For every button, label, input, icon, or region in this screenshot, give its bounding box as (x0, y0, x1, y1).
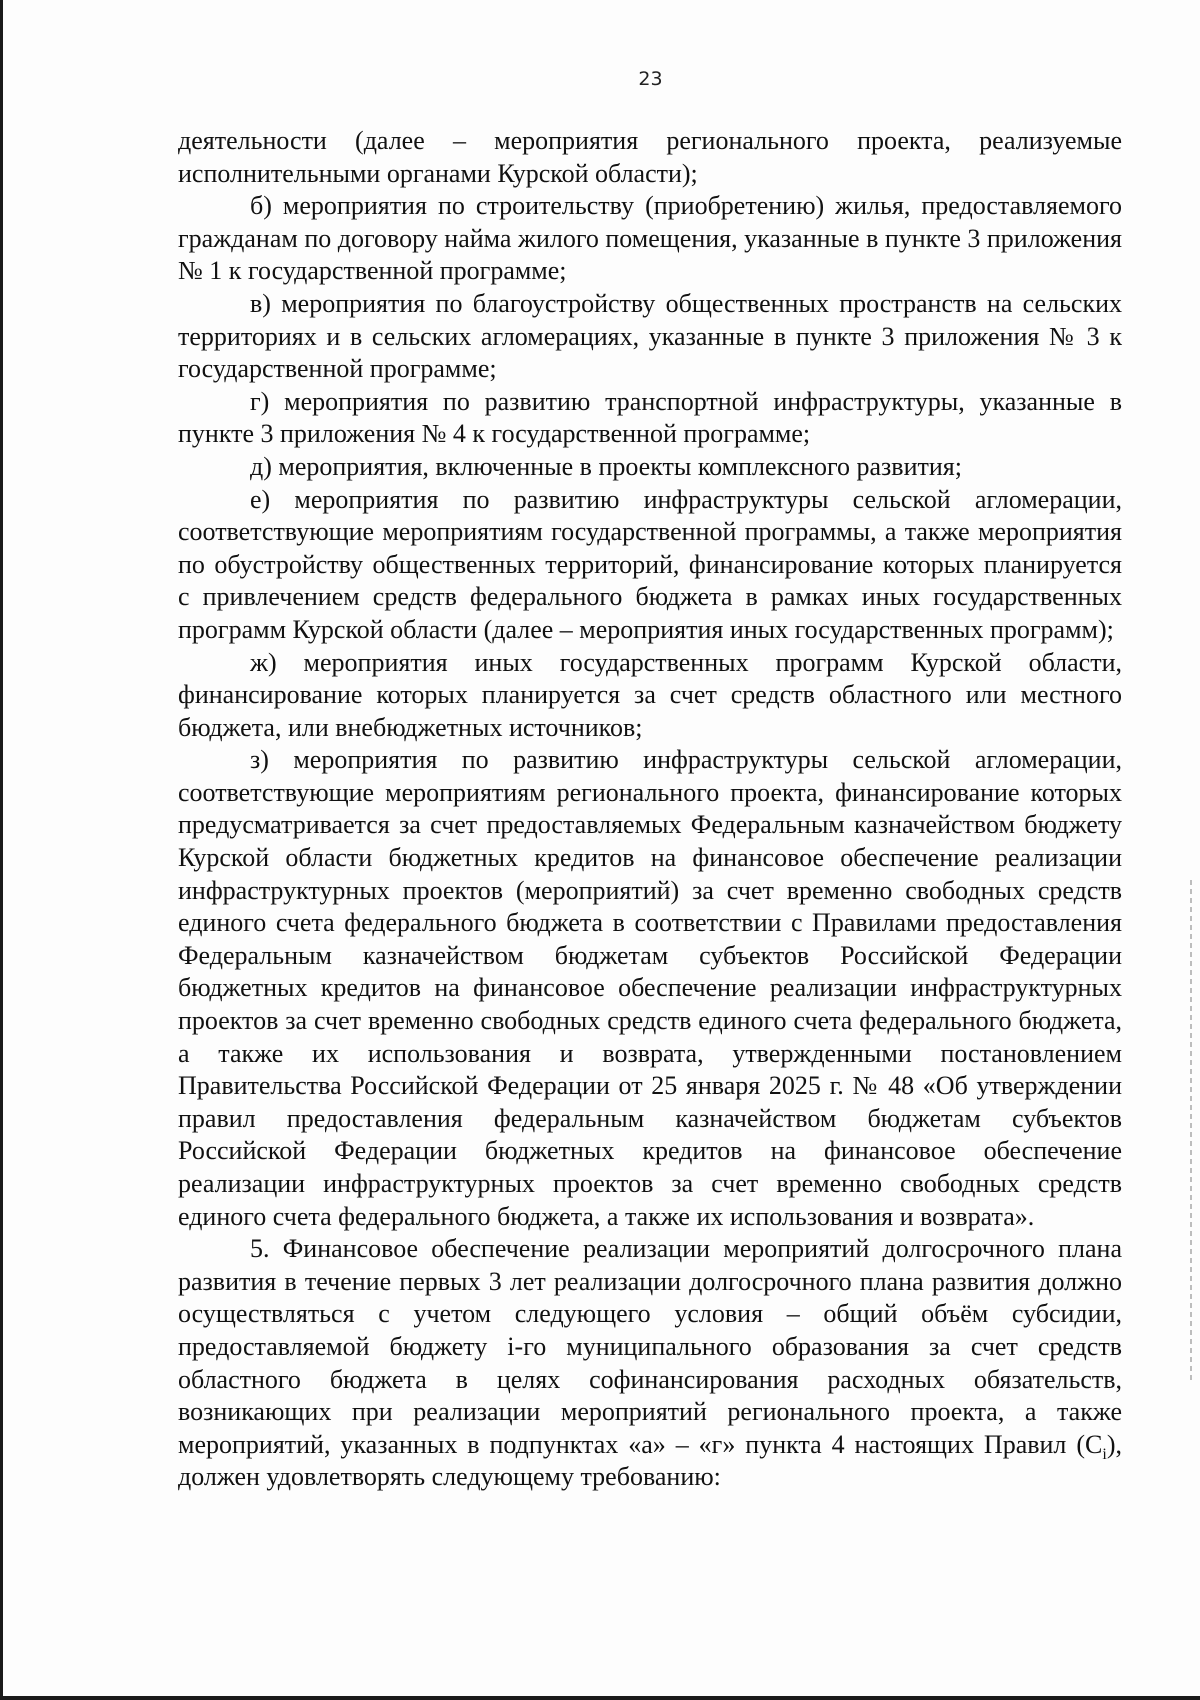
paragraph-item-e: е) мероприятия по развитию инфраструктуры сельской агломерации, соответствующие мероприятиям государственной программы, а также мероприятия по обустройству общественных территорий, финансирование которых планируется с привлечением средств федерального бюджета в рамках иных государственных программ Курской области (далее – мероприятия иных государственных программ); (178, 484, 1122, 644)
page-number: 23 (638, 68, 663, 90)
paragraph-item-d: д) мероприятия, включенные в проекты комплексного развития; (250, 451, 962, 481)
paragraph-section-5-text: 5. Финансовое обеспечение реализации мероприятий долгосрочного плана развития в течение первых 3 лет реализации долгосрочного плана развития должно осуществляться с учетом следующего условия – общий объём субсидии, предоставляемой бюджету i-го муниципального образования за счет средств областного бюджета в целях софинансирования расходных обязательств, возникающих при реализации мероприятий регионального проекта, а также мероприятий, указанных в подпунктах «а» – «г» пункта 4 настоящих Правил (C (178, 1234, 1122, 1459)
paragraph-item-z: з) мероприятия по развитию инфраструктуры сельской агломерации, соответствующие мероприятиям регионального проекта, финансирование которых предусматривается за счет предоставляемых Федеральным казначейством бюджету Курской области бюджетных кредитов на финансовое обеспечение реализации инфраструктурных проектов (мероприятий) за счет временно свободных средств единого счета федерального бюджета в соответствии с Правилами предоставления Федеральным казначейством бюджетам субъектов Российской Федерации бюджетных кредитов на финансовое обеспечение реализации инфраструктурных проектов за счет временно свободных средств единого счета федерального бюджета, а также их использования и возврата, утвержденными постановлением Правительства Российской Федерации от 25 января 2025 г. № 48 «Об утверждении правил предоставления федеральным казначейством бюджетам субъектов Российской Федерации бюджетных кредитов на финансовое обеспечение реализации инфраструктурных проектов за счет временно свободных средств единого счета федерального бюджета, а также их использования и возврата». (178, 745, 1122, 1231)
paragraph-section-5 (178, 1233, 1122, 1494)
subscript-i: i (1102, 1445, 1107, 1463)
paragraph-item-v: в) мероприятия по благоустройству общественных пространств на сельских территориях и в сельских агломерациях, указанные в пункте 3 приложения № 3 к государственной программе; (178, 288, 1122, 384)
paragraph-section-5-tail: ), должен удовлетворять следующему требованию: (178, 1429, 1122, 1492)
document-body (178, 125, 1122, 1494)
scan-edge-mark (1190, 880, 1192, 1380)
paragraph-continuation: деятельности (далее – мероприятия регионального проекта, реализуемые исполнительными органами Курской области); (178, 126, 1122, 188)
paragraph-item-zh: ж) мероприятия иных государственных программ Курской области, финансирование которых планируется за счет средств областного или местного бюджета, или внебюджетных источников; (178, 647, 1122, 742)
paragraph-item-g: г) мероприятия по развитию транспортной инфраструктуры, указанные в пункте 3 приложения № 4 к государственной программе; (178, 386, 1122, 449)
paragraph-item-b: б) мероприятия по строительству (приобретению) жилья, предоставляемого гражданам по договору найма жилого помещения, указанные в пункте 3 приложения № 1 к государственной программе; (178, 191, 1122, 286)
